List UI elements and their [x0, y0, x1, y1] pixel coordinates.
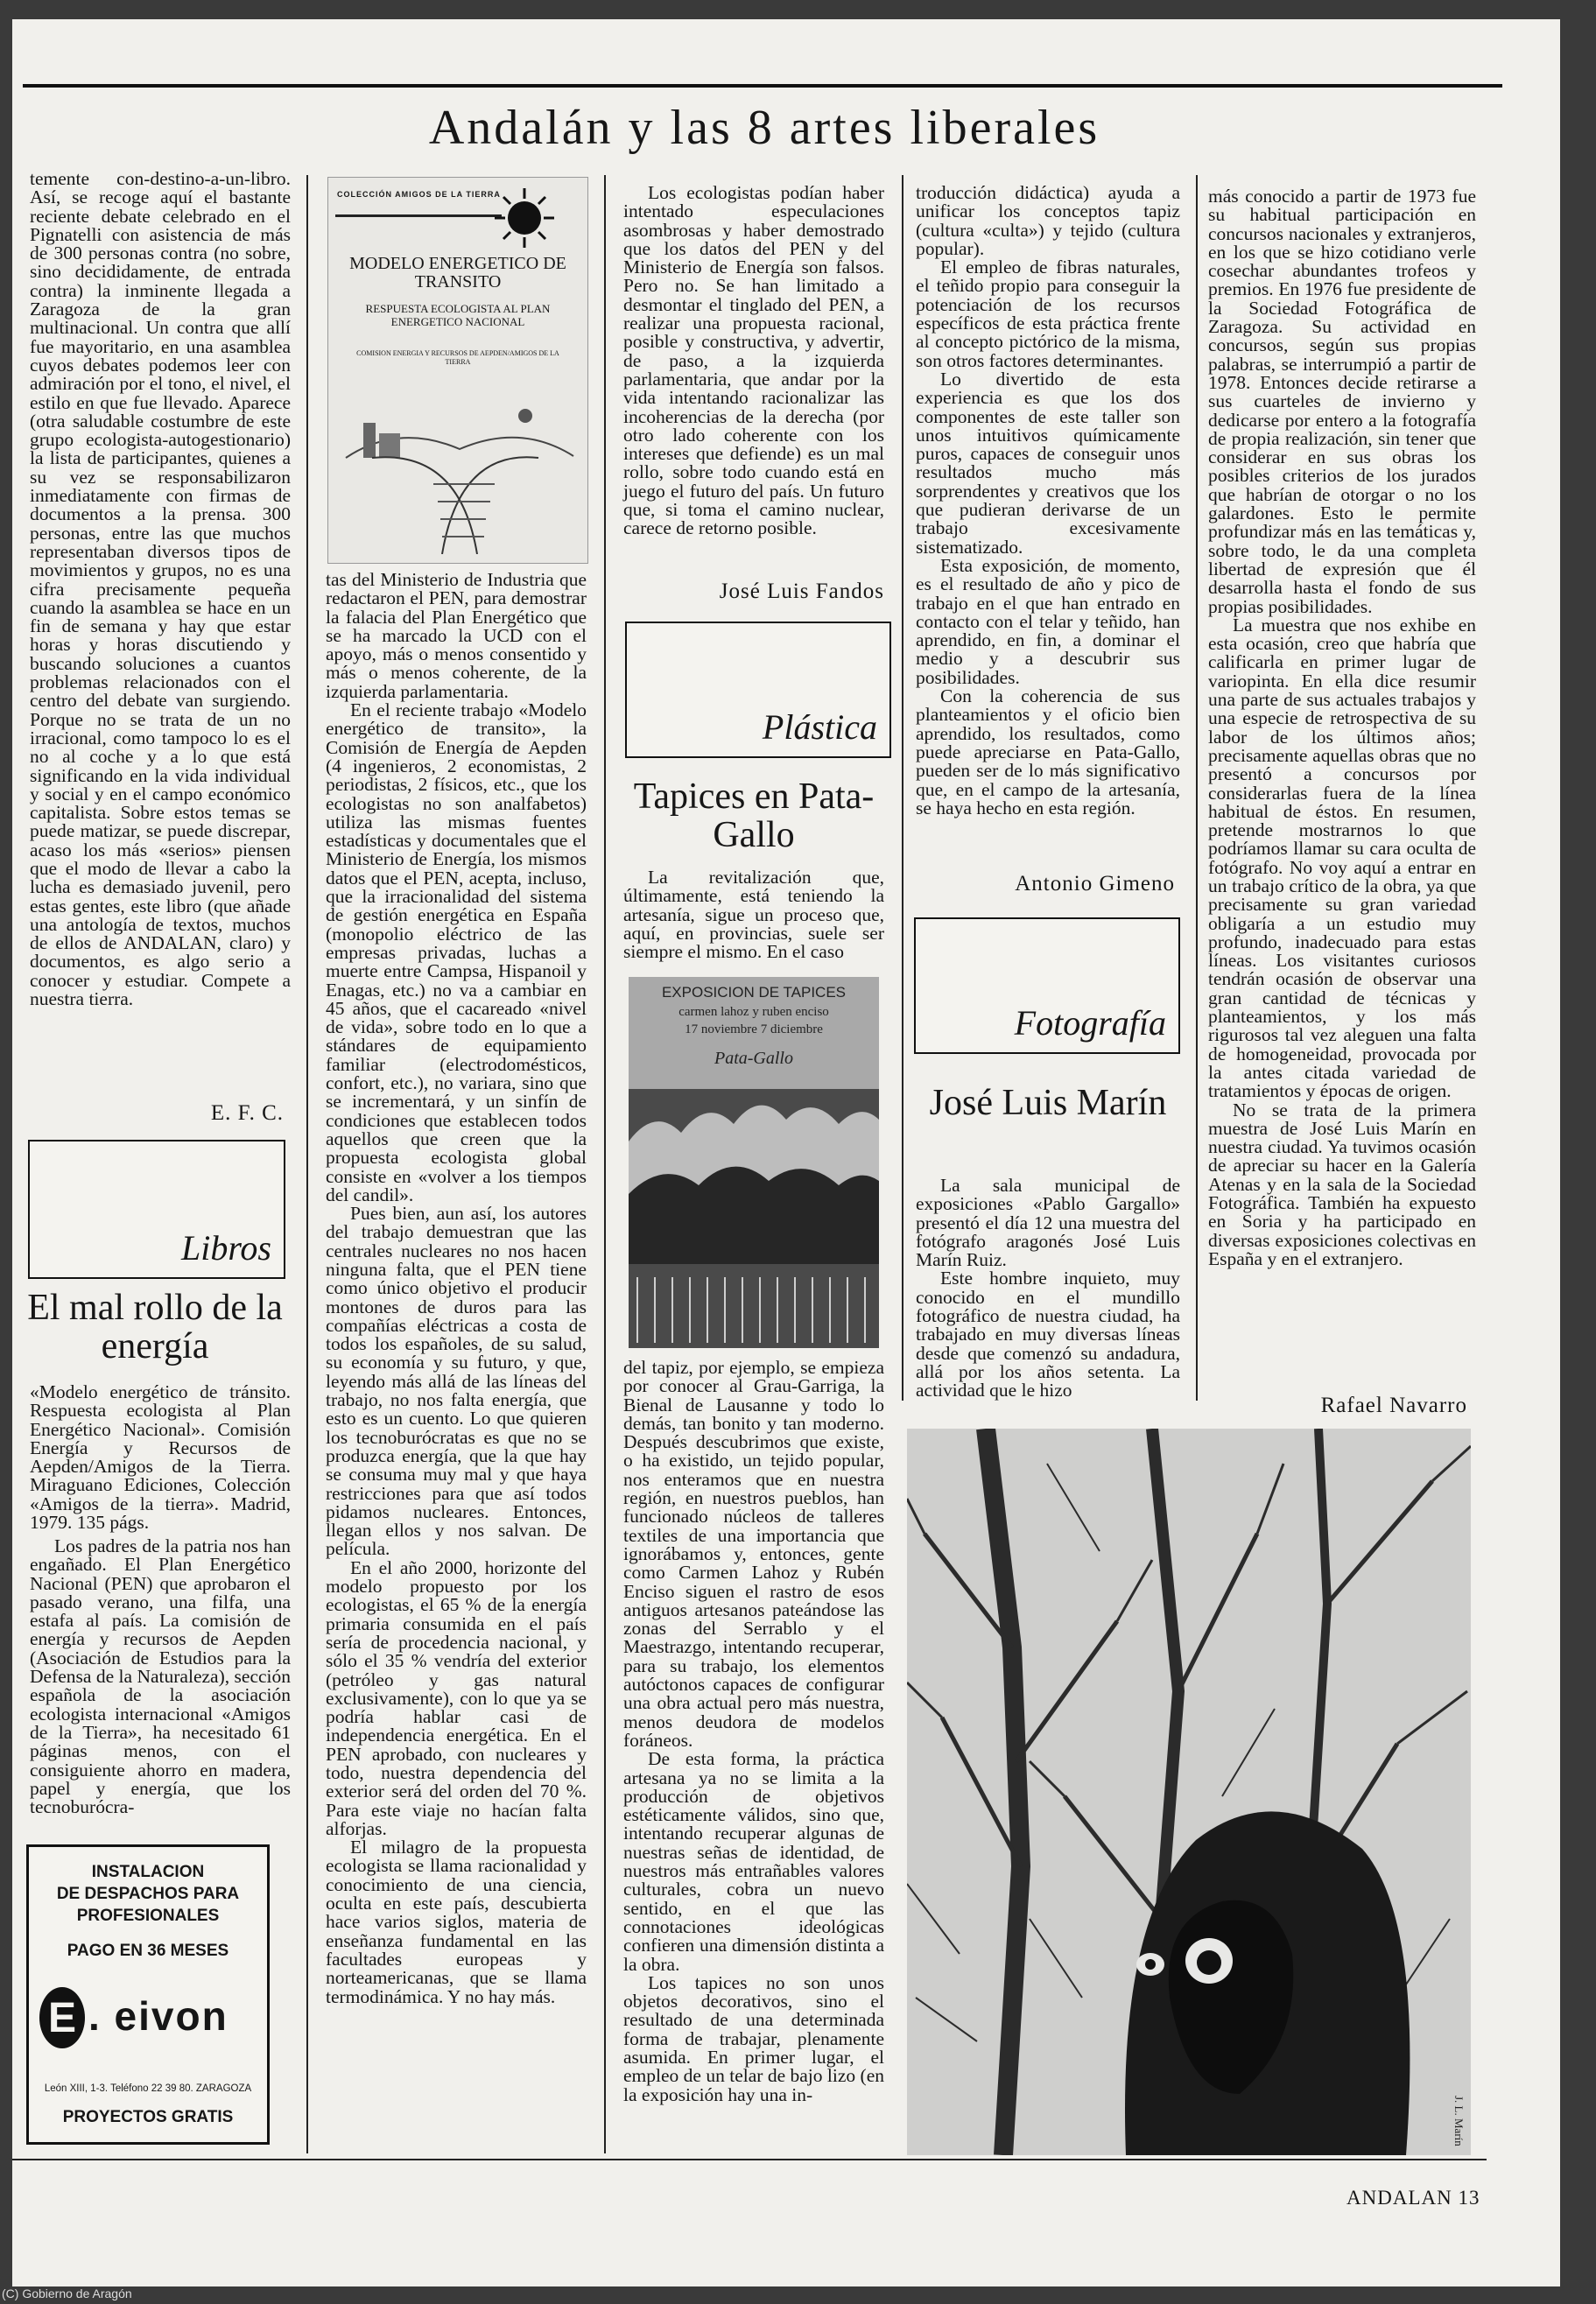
ad-line: PROFESIONALES	[76, 1907, 220, 1925]
column-1-text	[30, 170, 291, 1008]
paragraph: Los ecologistas podían haber intentado especulaciones asombrosas y haber demostrado que los datos del PEN y del Ministerio de Energía son falsos. Pero no. Se han limitado a desmontar el tinglado del PEN, a realizar una propuesta racional, posible y constructiva, y advertir, de paso, a la izquierda parlamentaria, que andar por la vida intentando racionalizar las incoherencias de la derecha (por otro lado coherente con los intereses que defiende) es un mal rollo, sobre todo cuando está en juego el futuro del país. Un futuro que, si toma el camino nuclear, carece de retorno posible.	[623, 182, 884, 539]
ad-line: DE DESPACHOS PARA	[56, 1885, 240, 1903]
page-footer: ANDALAN 13	[1346, 2187, 1480, 2209]
poster-dates: 17 noviembre 7 diciembre	[685, 1022, 823, 1036]
article-title-tapices: Tapices en Pata-Gallo	[633, 776, 875, 855]
bottom-rule	[12, 2159, 1487, 2160]
eivon-logo-icon: E	[39, 1987, 85, 2048]
eivon-advertisement	[26, 1844, 270, 2145]
photo-trees-and-figure	[907, 1429, 1471, 2155]
paragraph: Esta exposición, de momento, es el resultado de año y pico de trabajo en el que han entrado en contacto con el telar y teñido, han aprendido, en fin, a dominar el medio y a descubrir sus posibilidades.	[916, 554, 1180, 688]
paragraph: Pues bien, aun así, los autores del trabajo demuestran que las centrales nucleares no nos hacen ninguna falta, que el PEN tiene como único objetivo el producir montones de duros para las compañías eléctricas a costa de todos los españoles, de su salud, su economía y su futuro, y que, leyendo más allá de las líneas del trabajo, no nos falta energía, que esto es un cuento. Lo que quieren los tecnoburócratas es que no se produzca energía, que la que hay se consuma muy mal y que haya restricciones para que así todos pidamos nucleares. Entonces, llegan ellos y nos salvan. De película.	[326, 1203, 587, 1560]
book-cover-series: COLECCIÓN AMIGOS DE LA TIERRA	[337, 190, 501, 199]
page-headline: Andalán y las 8 artes liberales	[428, 101, 1100, 155]
book-cover-authors: COMISION ENERGIA Y RECURSOS DE AEPDEN/AMIGOS DE LA TIERRA	[356, 349, 559, 366]
article-title-marin: José Luis Marín	[929, 1083, 1167, 1123]
column-4-text	[916, 184, 1180, 818]
paragraph: De esta forma, la práctica artesana ya no se limita a la producción de objetivos estéticamente válidos, sino que, intentando recuperar algunas de nuestras señas de identidad, de nuestros más entrañables valores culturales, cobra un nuevo sentido, en el que las connotaciones ideológicas confieren una dimensión distinta a la obra.	[623, 1748, 884, 1975]
signature-navarro: Rafael Navarro	[1320, 1394, 1467, 1417]
section-label: Fotografía	[1014, 1003, 1166, 1043]
article-title-energia: El mal rollo de la energía	[27, 1288, 283, 1366]
paragraph: temente con-destino-a-un-libro. Así, se recoge aquí el bastante reciente debate celebrado en el Pignatelli con asistencia de más de 300 personas contra (no sobre, sino decididamente, de entrada contra) la inminente llegada a Zaragoza de la gran multinacional. Un contra que allí fue mayoritario, en una asamblea cuyos debates podemos leer con admiración por el tono, el nivel, el estilo en que fue llevado. Aparece (otra saludable costumbre de este grupo ecologista-autogestionario) la lista de participantes, quienes a su vez se responsabilizaron inmediatamente con firmas de documentos a la prensa. 300 personas, entre las que muchos representaban diversos tipos de movimientos y grupos, no es una cifra precisamente pequeña cuando la asamblea se hace en un fin de semana y hay que estar horas y horas discutiendo y buscando soluciones a cuantos problemas relacionados con el centro del debate van surgiendo. Porque no se trata de un no irracional, como tampoco lo es el no al coche y a lo que está significando en la vida individual y social y en el campo económico capitalista. Sobre estos temas se puede matizar, se puede discrepar, acaso los más «serios» piensen que el modo de llevar a cabo la lucha es demasiado juvenil, pero estas gentes, este libro (que añade una antología de textos, muchos de ellos de ANDALAN, claro) y documentos, es algo serio a conocer y estudiar. Compete a nuestra tierra.	[30, 168, 291, 1010]
paragraph: El milagro de la propuesta ecologista se llama racionalidad y conocimiento de una ciencia, oculta en este país, descubierta hace varios siglos, materia de enseñanza fundamental en las facultades europeas y norteamericanas, que se llama termodinámica. Y no hay más.	[326, 1837, 587, 2007]
column-3-intro	[623, 868, 884, 961]
archive-credit: (C) Gobierno de Aragón	[2, 2286, 132, 2300]
section-label: Plástica	[762, 707, 877, 747]
column-2-text	[326, 571, 587, 2006]
paragraph: En el año 2000, horizonte del modelo propuesto por los ecologistas, el 65 % de la energía primaria consumida en el país sería de procedencia nacional, y sólo el 35 % vendría del exterior (petróleo y gas natural exclusivamente), con lo que ya se podría hablar casi de independencia energética. En el PEN aprobado, con nucleares y todo, nuestra dependencia del exterior será del orden del 70 %. Para este viaje no hacían falta alforjas.	[326, 1556, 587, 1839]
poster-venue-logo: Pata-Gallo	[714, 1049, 793, 1068]
exhibition-poster-image	[629, 977, 879, 1348]
book-cover-subtitle: RESPUESTA ECOLOGISTA AL PLAN ENERGETICO NACIONAL	[365, 302, 551, 328]
book-cover-image	[327, 177, 588, 564]
photograph-jose-luis-marin	[907, 1429, 1471, 2155]
railway-illustration	[337, 388, 579, 554]
signature-fandos: José Luis Fandos	[719, 580, 884, 603]
section-label: Libros	[180, 1228, 271, 1268]
paragraph: más conocido a partir de 1973 fue su habitual participación en concursos nacionales y extranjeros, en los que se hizo cotidiano verle cosechar abundantes trofeos y premios. En 1976 fue presidente de la Sociedad Fotográfica de Zaragoza. Su actividad en concursos, según sus propias palabras, se interrumpió a partir de 1978. Entonces decide retirarse a sus cuarteles de invierno y dedicarse por entero a la fotografía de propia realización, sin tener que considerar en sus obras los posibles criterios de los jurados que habrían de otorgar o no los galardones. Esto le permite profundizar más en las temáticas y, sobre todo, le da una completa libertad de expresión que él desarrolla hasta el fondo de sus propias posibilidades.	[1208, 186, 1476, 617]
paragraph: No se trata de la primera muestra de José Luis Marín en nuestra ciudad. Ya tuvimos ocasión de apreciar su hacer en la Galería Atenas y en la sala de la Sociedad Fotográfica. También ha expuesto en Soria y ha participado en diversas exposiciones colectivas en España y en el extranjero.	[1208, 1099, 1476, 1269]
sun-icon	[493, 186, 556, 249]
section-box-plastica	[625, 622, 891, 758]
column-3-text	[623, 184, 884, 538]
section-box-libros	[28, 1140, 285, 1279]
section-box-fotografia	[914, 917, 1180, 1054]
paragraph: Lo divertido de esta experiencia es que los dos componentes de este taller son unos intuitivos químicamente puros, capaces de conseguir unos resultados mucho más sorprendentes y creativos que los que pudieran derivarse de un trabajo excesivamente sistematizado.	[916, 368, 1180, 558]
book-cover-title: MODELO ENERGETICO DE TRANSITO	[349, 254, 566, 292]
paragraph: La revitalización que, últimamente, está teniendo la artesanía, sigue un proceso que, aquí, en provincias, suele ser siempre el mismo. En el caso	[623, 867, 884, 963]
ad-line: PAGO EN 36 MESES	[67, 1942, 229, 1960]
column-divider	[306, 175, 308, 2153]
book-cover-rule	[335, 214, 502, 217]
column-divider	[604, 175, 606, 2153]
ad-line: INSTALACION	[91, 1863, 205, 1881]
book-reference	[30, 1383, 291, 1532]
paragraph: troducción didáctica) ayuda a unificar los conceptos tapiz (cultura «culta») y tejido (cultura popular).	[916, 182, 1180, 259]
paragraph: Los tapices no son unos objetos decorativos, sino el resultado de una determinada forma de trabajar, plenamente asumida. En primer lugar, el empleo de un telar de bajo lizo (en la exposición hay una in-	[623, 1971, 884, 2105]
column-1-body	[30, 1537, 291, 1816]
paragraph: En el reciente trabajo «Modelo energético de transito», la Comisión de Energía de Aepden (4 ingenieros, 2 economistas, 2 periodistas, 2 físicos, etc., que los ecologistas no son analfabetos) utiliza las mismas fuentes estadísticas y documentales que el Ministerio de Energía, los mismos datos que el PEN, acepta, incluso, que la irracionalidad del sistema de gestión energética en España (monopolio eléctrico de las empresas privadas, luchas a muerte entre Campsa, Hispanoil y Enagas, etc.) no va a cambiar en 45 años, que el cacareado «nivel de vida», sobre todo en lo que a stándares de equipamiento familiar (electrodomésticos, confort, etc.), no variara, sino que se incrementará, y un sinfín de condiciones que establecen todos aquellos que creen que la propuesta ecologista global consiste en «volver a los tiempos del candil».	[326, 699, 587, 1205]
paragraph: La muestra que nos exhibe en esta ocasión, creo que habría que calificarla en primer lugar de variopinta. En ella dice resumir una parte de sus actuales trabajos y una especie de retrospectiva de su labor de los últimos años; precisamente aquellas obras que no presentó a concursos por considerarlas fuera de la línea habitual de éstos. En resumen, pretende mostrarnos lo que podríamos llamar su cara oculta de fotógrafo. No voy aquí a entrar en un trabajo crítico de la obra, ya que precisamente su gran variedad obligaría a un estudio muy profundo, inadecuado para estas líneas. Los visitantes curiosos tendrán ocasión de observar una gran cantidad de técnicas y planteamientos, y los más rigurosos tal vez aleguen una falta de homogeneidad, provocada por la antes citada variedad de tratamientos y épocas de origen.	[1208, 614, 1476, 1102]
ad-footer: PROYECTOS GRATIS	[62, 2108, 234, 2126]
column-4-body	[916, 1177, 1180, 1401]
eivon-logo-text: . eivon	[88, 1993, 229, 2039]
column-3-body	[623, 1359, 884, 2104]
paragraph: Con la coherencia de sus planteamientos y el oficio bien aprendido, los resultados, como puede apreciarse en Pata-Gallo, pueden ser de lo más significativo que, en el campo de la artesanía, se haya hecho en esta región.	[916, 685, 1180, 818]
poster-title: EXPOSICION DE TAPICES	[661, 984, 847, 1001]
signature-gimeno: Antonio Gimeno	[1015, 872, 1175, 896]
paragraph: Los padres de la patria nos han engañado. El Plan Energético Nacional (PEN) que aprobaron el pasado verano, una filfa, una estafa al país. La comisión de energía y recursos de Aepden (Asociación de Estudios para la Defensa de la Naturaleza), sección española de la asociación ecologista internacional «Amigos de la Tierra», ha necesitado 61 páginas menos, con el consiguiente ahorro en madera, papel y energía, que los tecnoburócra-	[30, 1535, 291, 1818]
book-reference-text: «Modelo energético de tránsito. Respuesta ecologista al Plan Energético Nacional». Comisión Energía y Recursos de Aepden/Amigos de la Tierra. Miraguano Ediciones, Colección «Amigos de la tierra». Madrid, 1979. 135 págs.	[30, 1381, 291, 1534]
paragraph: tas del Ministerio de Industria que redactaron el PEN, para demostrar la falacia del Plan Energético que se ha marcado la UCD con el apoyo, más o menos consentido y más o menos coherente, de la izquierda parlamentaria.	[326, 569, 587, 702]
paragraph: del tapiz, por ejemplo, se empieza por conocer al Grau-Garriga, la Bienal de Lausanne y todo lo demás, tan bonito y tan moderno. Después descubrimos que existe, o ha existido, un tejido popular, nos enteramos que en nuestra región, en nuestros pueblos, han funcionado núcleos de talleres textiles de una importancia que ignorábamos y, entonces, gente como Carmen Lahoz y Rubén Enciso siguen el rastro de esos antiguos artesanos pateándose las zonas del Serrablo y el Maestrazgo, intentando recuperar, para su trabajo, los elementos autóctonos capaces de configurar una obra actual pero más nuestra, menos deudora de modelos foráneos.	[623, 1357, 884, 1751]
signature-efc: E. F. C.	[210, 1101, 284, 1125]
column-5-text	[1208, 187, 1476, 1268]
poster-artists: carmen lahoz y ruben enciso	[678, 1005, 829, 1019]
photo-credit: J. L. Marín	[1452, 2096, 1466, 2146]
paragraph: La sala municipal de exposiciones «Pablo Gargallo» presentó el día 12 una muestra del fotógrafo aragonés José Luis Marín Ruiz.	[916, 1175, 1180, 1271]
top-rule	[23, 84, 1502, 88]
tapestry-illustration	[629, 1089, 879, 1348]
paragraph: El empleo de fibras naturales, el teñido propio para conseguir la potenciación de los recursos específicos de esta práctica frente al concepto pictórico de la misma, son otros factores determinantes.	[916, 256, 1180, 371]
column-divider	[902, 175, 903, 1401]
ad-address: León XIII, 1-3. Teléfono 22 39 80. ZARAGOZA	[44, 2083, 252, 2094]
paragraph: Este hombre inquieto, muy conocido en el mundillo fotográfico de nuestra ciudad, ha trabajado en muy diversas líneas desde que comenzó su andadura, allá por los años setenta. La actividad que le hizo	[916, 1268, 1180, 1401]
column-divider	[1196, 175, 1198, 1401]
